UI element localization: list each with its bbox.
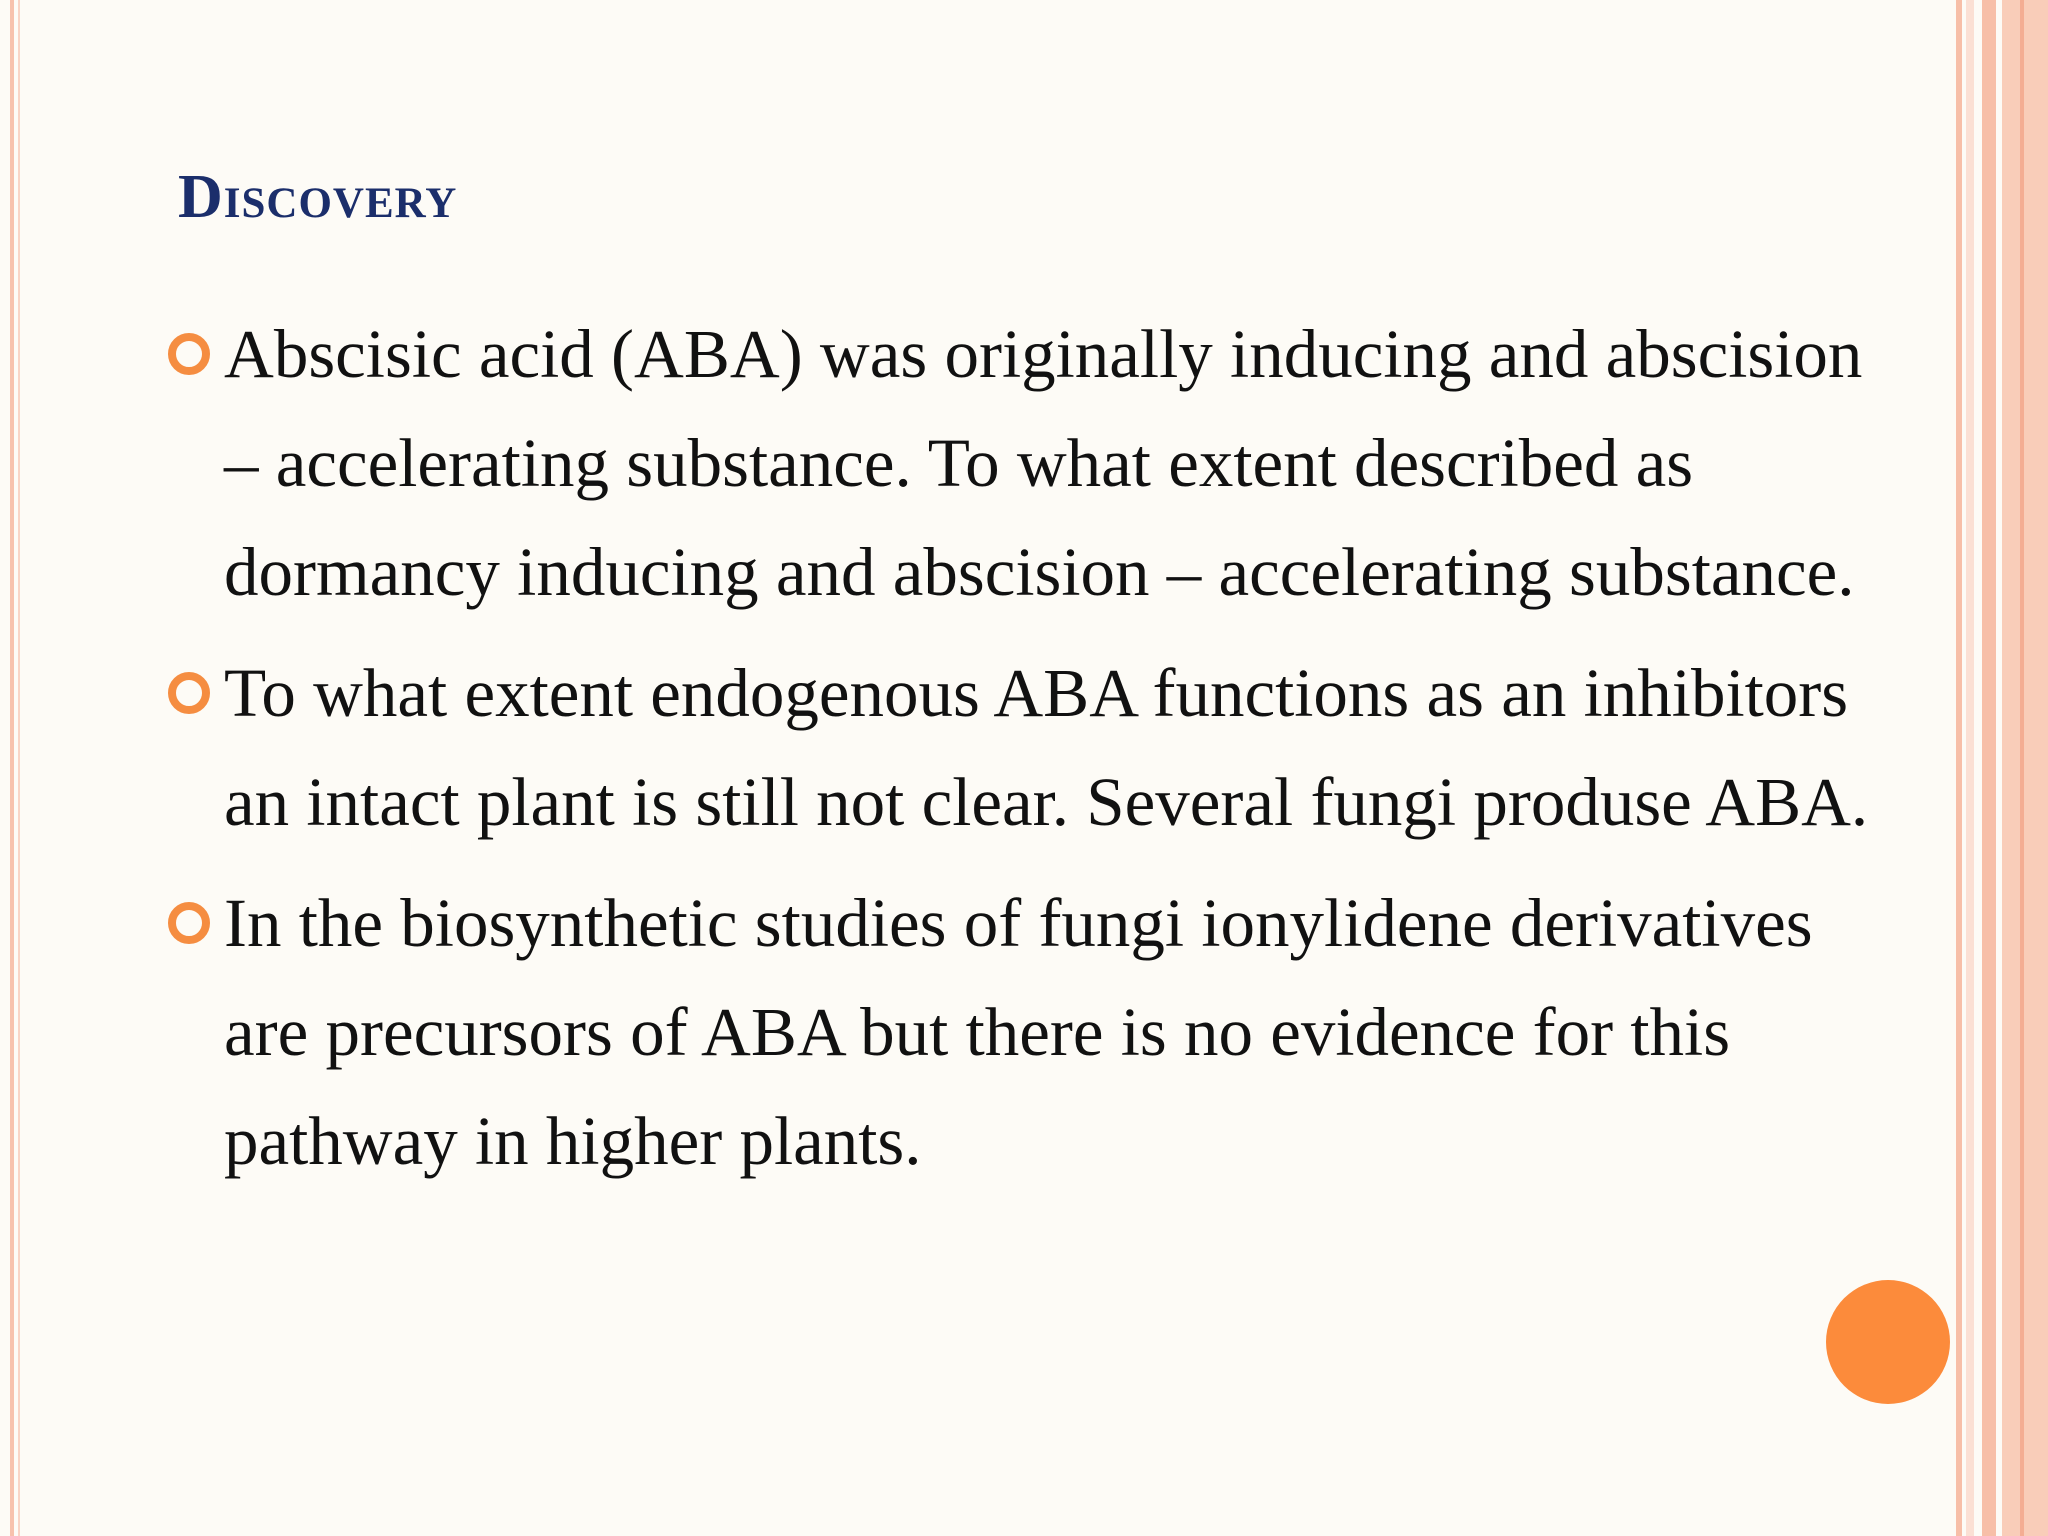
orange-dot-icon	[1826, 1280, 1950, 1404]
left-border-line-inner	[18, 0, 20, 1536]
bullet-text: In the biosynthetic studies of fungi ionylidene derivatives are precursors of ABA but there is no evidence for this pathway in higher plants.	[224, 885, 1813, 1179]
right-border-stripe	[2020, 0, 2024, 1536]
right-border-stripe	[1966, 0, 1974, 1536]
bullet-item	[164, 869, 1884, 1196]
left-border-line	[10, 0, 14, 1536]
right-border-stripe	[1982, 0, 1996, 1536]
right-border-band	[2002, 0, 2048, 1536]
bullet-text: To what extent endogenous ABA functions as an inhibitors an intact plant is still not clear. Several fungi produse ABA.	[224, 655, 1869, 840]
hollow-circle-bullet-icon	[168, 333, 210, 375]
bullet-item	[164, 300, 1884, 627]
bullet-text: Abscisic acid (ABA) was originally inducing and abscision – accelerating substance. To what extent described as dormancy inducing and abscision – accelerating substance.	[224, 316, 1863, 610]
right-border-stripe	[1956, 0, 1962, 1536]
hollow-circle-bullet-icon	[168, 672, 210, 714]
slide-title: Discovery	[178, 163, 458, 231]
hollow-circle-bullet-icon	[168, 902, 210, 944]
bullet-list	[164, 300, 1884, 1208]
bullet-item	[164, 639, 1884, 857]
